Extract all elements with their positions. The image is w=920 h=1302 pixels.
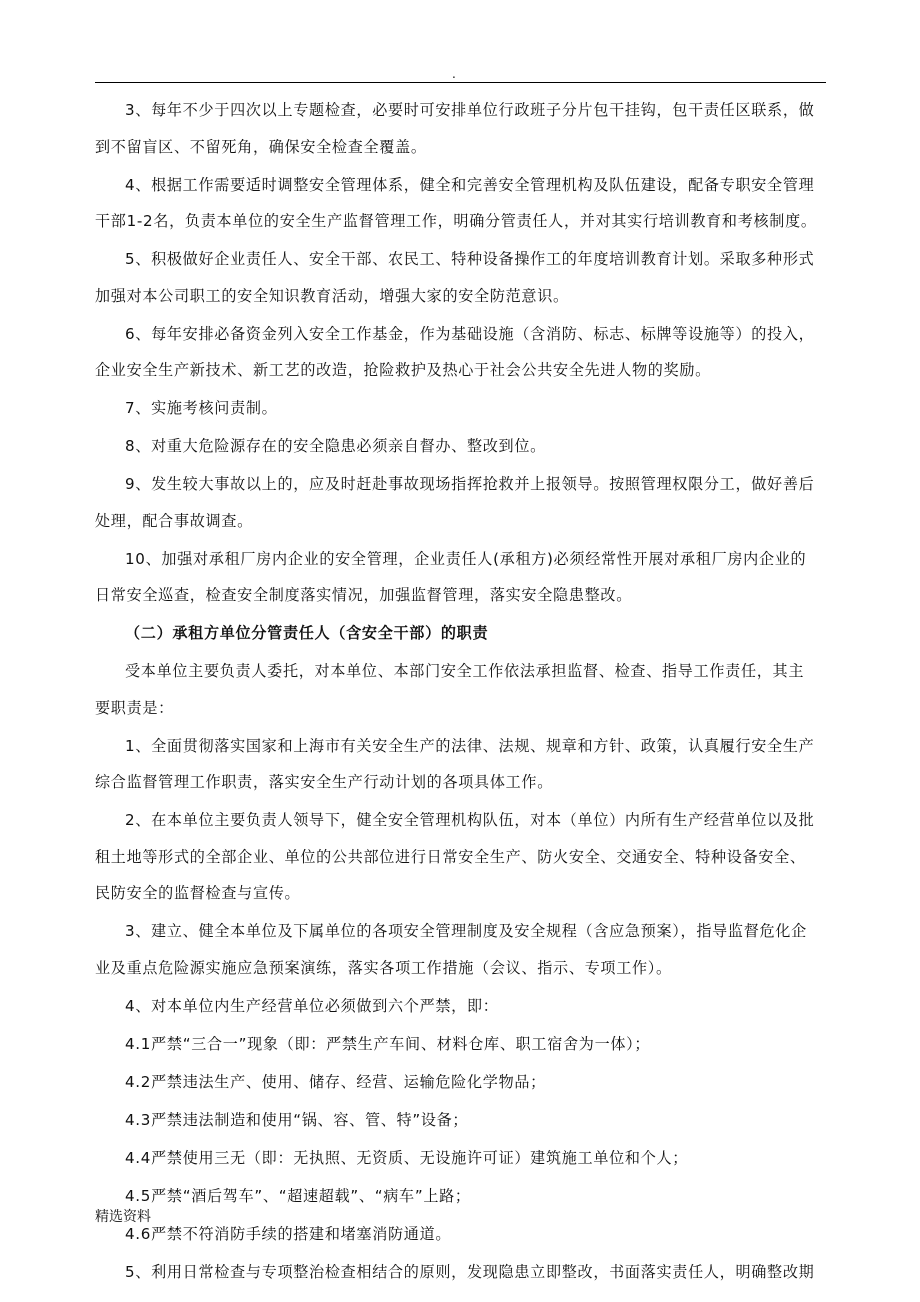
paragraph bbox=[95, 1064, 826, 1101]
text-line: 8、对重大危险源存在的安全隐患必须亲自督办、整改到位。 bbox=[125, 437, 546, 455]
paragraph bbox=[95, 1216, 826, 1253]
paragraph bbox=[95, 241, 826, 314]
text-line: 处理，配合事故调查。 bbox=[95, 511, 253, 530]
paragraph bbox=[95, 1140, 826, 1177]
text-line: 3、建立、健全本单位及下属单位的各项安全管理制度及安全规程（含应急预案），指导监督危化企 bbox=[125, 922, 807, 940]
paragraph bbox=[95, 728, 826, 801]
paragraph bbox=[95, 988, 826, 1025]
text-line: 5、利用日常检查与专项整治检查相结合的原则，发现隐患立即整改，书面落实责任人，明确整改期 bbox=[125, 1262, 815, 1281]
text-line: 干部1-2名，负责本单位的安全生产监督管理工作，明确分管责任人，并对其实行培训教育和考核制度。 bbox=[95, 212, 817, 230]
footer-label: 精选资料 bbox=[95, 1209, 151, 1225]
text-line: 4.1严禁“三合一”现象（即：严禁生产车间、材料仓库、职工宿舍为一体）； bbox=[125, 1034, 651, 1053]
paragraph bbox=[95, 653, 826, 726]
text-line: 民防安全的监督检查与宣传。 bbox=[95, 884, 301, 902]
text-line: 企业安全生产新技术、新工艺的改造，抢险救护及热心于社会公共安全先进人物的奖励。 bbox=[95, 361, 711, 379]
paragraph bbox=[95, 913, 826, 986]
text-line: 10、加强对承租厂房内企业的安全管理，企业责任人(承租方)必须经常性开展对承租厂房内企业的 bbox=[125, 549, 807, 568]
header-rule bbox=[95, 82, 826, 83]
text-line: 租土地等形式的全部企业、单位的公共部位进行日常安全生产、防火安全、交通安全、特种设备安全、 bbox=[95, 847, 806, 866]
text-line: 加强对本公司职工的安全知识教育活动，增强大家的安全防范意识。 bbox=[95, 286, 569, 305]
text-line: 到不留盲区、不留死角，确保安全检查全覆盖。 bbox=[95, 137, 427, 156]
paragraph bbox=[95, 541, 826, 614]
text-line: 3、每年不少于四次以上专题检查，必要时可安排单位行政班子分片包干挂钩，包干责任区联系，做 bbox=[125, 101, 815, 119]
text-line: 2、在本单位主要负责人领导下，健全安全管理机构队伍，对本（单位）内所有生产经营单位以及批 bbox=[125, 811, 815, 829]
paragraph bbox=[95, 428, 826, 465]
text-line: 6、每年安排必备资金列入安全工作基金，作为基础设施（含消防、标志、标牌等设施等）的投入， bbox=[125, 324, 815, 343]
text-line: 1、全面贯彻落实国家和上海市有关安全生产的法律、法规、规章和方针、政策，认真履行安全生产 bbox=[125, 736, 815, 755]
paragraph bbox=[95, 1026, 826, 1063]
text-line: 4.5严禁“酒后驾车”、“超速超载”、“病车”上路； bbox=[125, 1186, 471, 1205]
body-text bbox=[95, 92, 826, 1290]
text-line: 综合监督管理工作职责，落实安全生产行动计划的各项具体工作。 bbox=[95, 773, 554, 791]
text-line: 4.6严禁不符消防手续的搭建和堵塞消防通道。 bbox=[125, 1224, 452, 1243]
paragraph bbox=[95, 167, 826, 240]
paragraph bbox=[95, 316, 826, 389]
text-line: 受本单位主要负责人委托，对本单位、本部门安全工作依法承担监督、检查、指导工作责任，其主 bbox=[125, 662, 805, 680]
text-line: 5、积极做好企业责任人、安全干部、农民工、特种设备操作工的年度培训教育计划。采取多种形式 bbox=[125, 250, 815, 268]
paragraph bbox=[95, 1254, 826, 1291]
paragraph bbox=[95, 466, 826, 539]
text-line: 4、根据工作需要适时调整安全管理体系，健全和完善安全管理机构及队伍建设，配备专职安全管理 bbox=[125, 175, 815, 194]
paragraph bbox=[95, 1102, 826, 1139]
paragraph bbox=[95, 802, 826, 912]
header-mark: . bbox=[452, 67, 456, 81]
text-line: 业及重点危险源实施应急预案演练，落实各项工作措施（会议、指示、专项工作）。 bbox=[95, 958, 672, 977]
text-line: 4.3严禁违法制造和使用“锅、容、管、特”设备； bbox=[125, 1110, 469, 1129]
text-line: 4、对本单位内生产经营单位必须做到六个严禁，即： bbox=[125, 996, 499, 1015]
section-heading bbox=[95, 615, 826, 652]
paragraph bbox=[95, 390, 826, 427]
text-line: 日常安全巡查，检查安全制度落实情况，加强监督管理，落实安全隐患整改。 bbox=[95, 586, 632, 604]
text-line: 要职责是： bbox=[95, 698, 174, 717]
text-line: （二）承租方单位分管责任人（含安全干部）的职责 bbox=[125, 624, 489, 642]
paragraph bbox=[95, 1178, 826, 1215]
text-line: 4.4严禁使用三无（即：无执照、无资质、无设施许可证）建筑施工单位和个人； bbox=[125, 1148, 689, 1167]
text-line: 9、发生较大事故以上的，应及时赶赴事故现场指挥抢救并上报领导。按照管理权限分工，做好善后 bbox=[125, 475, 815, 493]
paragraph bbox=[95, 92, 826, 165]
text-line: 7、实施考核问责制。 bbox=[125, 399, 278, 417]
text-line: 4.2严禁违法生产、使用、储存、经营、运输危险化学物品； bbox=[125, 1072, 546, 1091]
